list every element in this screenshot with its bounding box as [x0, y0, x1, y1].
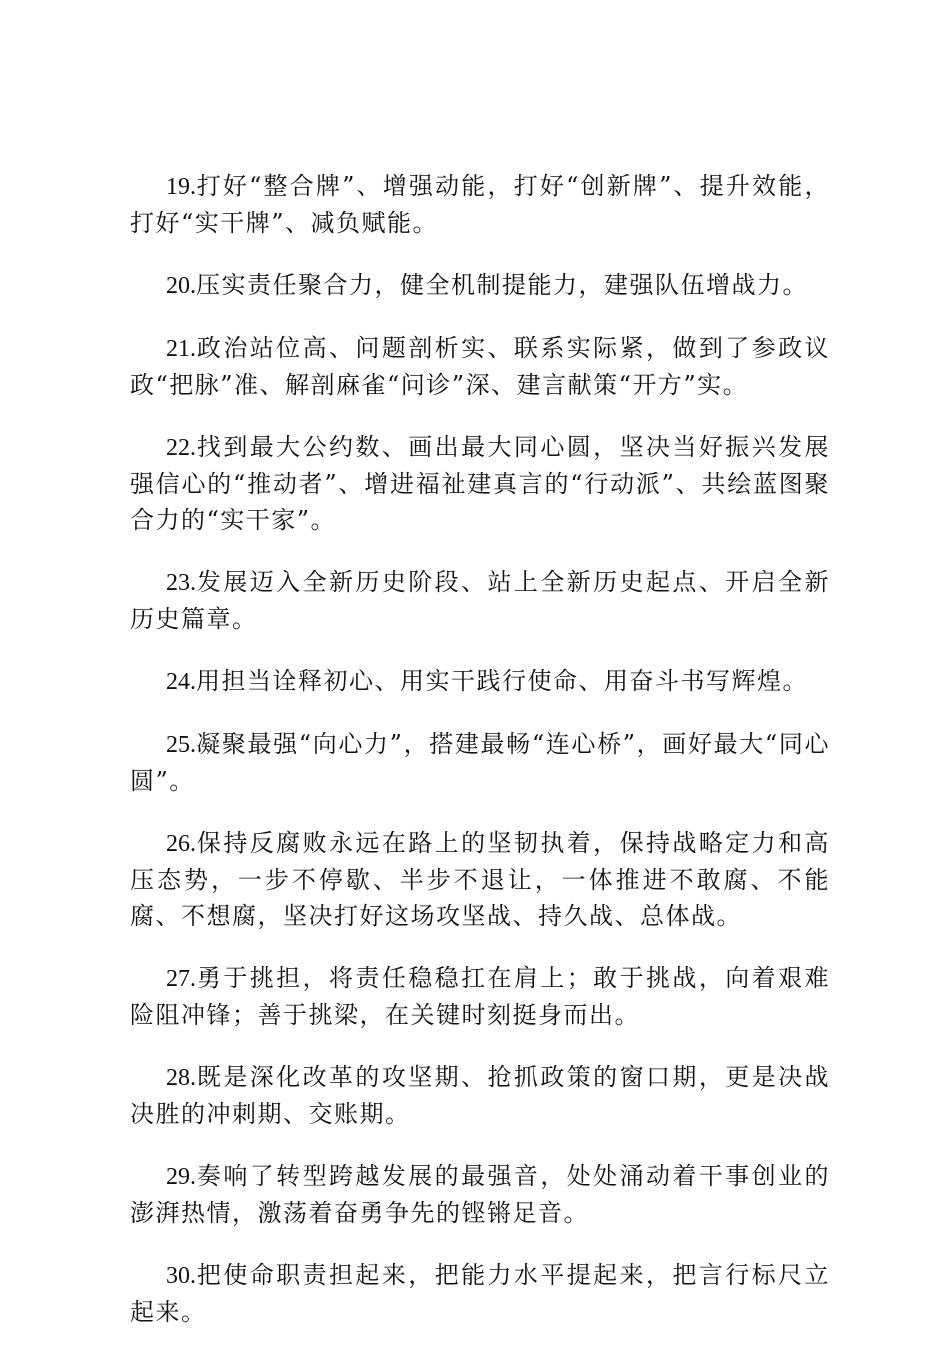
- item-number: 19.: [166, 174, 196, 200]
- item-text: 既是深化改革的攻坚期、抢抓政策的窗口期，更是决战决胜的冲刺期、交账期。: [130, 1063, 830, 1128]
- item-text: 压实责任聚合力，健全机制提能力，建强队伍增战力。: [196, 271, 808, 299]
- item-number: 25.: [166, 732, 196, 758]
- item-number: 26.: [166, 831, 196, 857]
- document-body: [130, 168, 830, 1356]
- list-item: [130, 663, 830, 700]
- list-item: [130, 429, 830, 538]
- item-number: 27.: [166, 966, 196, 992]
- item-text: 勇于挑担，将责任稳稳扛在肩上；敢于挑战，向着艰难险阻冲锋；善于挑梁，在关键时刻挺身而出。: [130, 964, 830, 1029]
- list-item: [130, 960, 830, 1033]
- list-item: [130, 1158, 830, 1231]
- list-item: [130, 168, 830, 241]
- item-text: 保持反腐败永远在路上的坚韧执着，保持战略定力和高压态势，一步不停歇、半步不退让，一体推进不敢腐、不能腐、不想腐，坚决打好这场攻坚战、持久战、总体战。: [130, 829, 830, 930]
- list-item: [130, 1059, 830, 1132]
- item-text: 奏响了转型跨越发展的最强音，处处涌动着干事创业的澎湃热情，激荡着奋勇争先的铿锵足音。: [130, 1162, 830, 1227]
- item-text: 发展迈入全新历史阶段、站上全新历史起点、开启全新历史篇章。: [130, 568, 830, 633]
- item-text: 用担当诠释初心、用实干践行使命、用奋斗书写辉煌。: [196, 667, 808, 695]
- item-number: 29.: [166, 1164, 196, 1190]
- list-item: [130, 825, 830, 934]
- item-number: 30.: [166, 1263, 196, 1289]
- item-text: 政治站位高、问题剖析实、联系实际紧，做到了参政议政“把脉”准、解剖麻雀“问诊”深、建言献策“开方”实。: [130, 334, 830, 399]
- item-number: 21.: [166, 336, 196, 362]
- item-text: 找到最大公约数、画出最大同心圆，坚决当好振兴发展强信心的“推动者”、增进福祉建真言的“行动派”、共绘蓝图聚合力的“实干家”。: [130, 433, 830, 534]
- item-text: 把使命职责担起来，把能力水平提起来，把言行标尺立起来。: [130, 1261, 830, 1326]
- item-number: 23.: [166, 570, 196, 596]
- item-number: 24.: [166, 669, 196, 695]
- list-item: [130, 1257, 830, 1330]
- item-number: 20.: [166, 273, 196, 299]
- item-number: 28.: [166, 1065, 196, 1091]
- item-text: 打好“整合牌”、增强动能，打好“创新牌”、提升效能，打好“实干牌”、减负赋能。: [130, 172, 830, 237]
- list-item: [130, 564, 830, 637]
- list-item: [130, 267, 830, 304]
- list-item: [130, 330, 830, 403]
- item-text: 凝聚最强“向心力”，搭建最畅“连心桥”，画好最大“同心圆”。: [130, 730, 830, 795]
- list-item: [130, 726, 830, 799]
- item-number: 22.: [166, 435, 196, 461]
